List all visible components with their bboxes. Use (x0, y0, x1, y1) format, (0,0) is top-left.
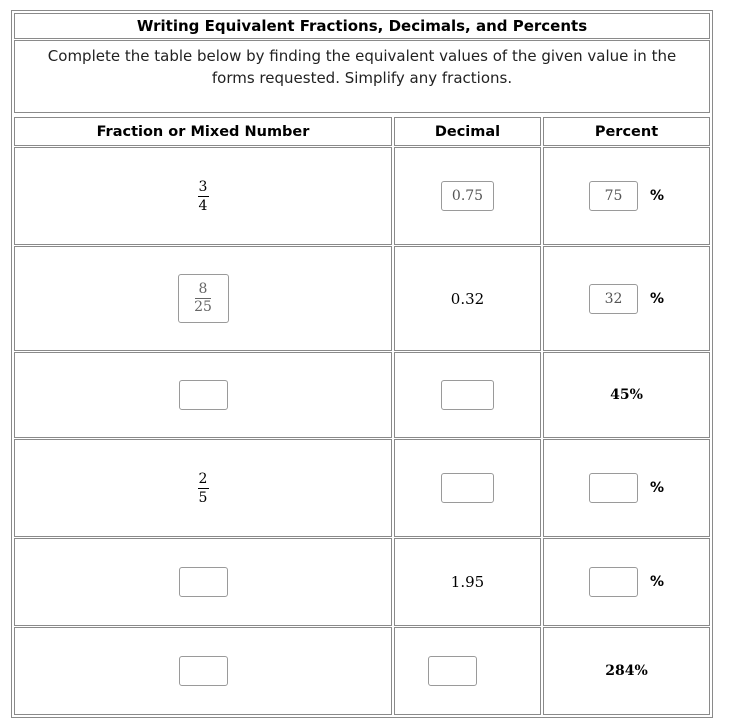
denominator-input[interactable]: 25 (194, 299, 212, 315)
percent-value: 45% (610, 387, 643, 403)
row2-decimal-cell (394, 246, 541, 351)
percent-input[interactable] (589, 567, 638, 597)
fraction-bar (198, 196, 209, 197)
row4-fraction-cell (14, 439, 392, 537)
row6-decimal-cell (394, 627, 541, 715)
row4-decimal-cell (394, 439, 541, 537)
denominator: 5 (198, 489, 208, 506)
row1-fraction-cell (14, 147, 392, 245)
fraction-input[interactable] (179, 567, 228, 597)
fraction-input[interactable] (179, 380, 228, 410)
fraction-input[interactable] (179, 656, 228, 686)
row3-fraction-cell (14, 352, 392, 438)
percent-sign: % (649, 188, 665, 204)
numerator: 2 (198, 470, 208, 487)
header-decimal: Decimal (394, 117, 541, 146)
row2-percent-cell (543, 246, 710, 351)
fraction-bar (198, 488, 209, 489)
decimal-input[interactable]: 0.75 (441, 181, 494, 211)
decimal-value: 0.32 (450, 289, 485, 308)
percent-sign: % (649, 290, 665, 307)
numerator: 3 (198, 178, 208, 195)
row1-decimal-cell (394, 147, 541, 245)
row3-percent-cell (543, 352, 710, 438)
instructions: Complete the table below by finding the equivalent values of the given value in the forms requested. Simplify any fractions. (14, 40, 710, 113)
row5-decimal-cell (394, 538, 541, 626)
denominator: 4 (198, 197, 208, 214)
percent-sign: % (649, 480, 665, 496)
decimal-value: 1.95 (450, 573, 485, 591)
percent-input[interactable]: 32 (589, 284, 638, 314)
header-fraction: Fraction or Mixed Number (14, 117, 392, 146)
percent-input[interactable]: 75 (589, 181, 638, 211)
row6-fraction-cell (14, 627, 392, 715)
fraction-display (198, 179, 209, 214)
header-percent: Percent (543, 117, 710, 146)
row5-fraction-cell (14, 538, 392, 626)
worksheet-title: Writing Equivalent Fractions, Decimals, and Percents (14, 13, 710, 39)
row3-decimal-cell (394, 352, 541, 438)
row6-percent-cell (543, 627, 710, 715)
percent-sign: % (649, 574, 665, 590)
row5-percent-cell (543, 538, 710, 626)
decimal-input[interactable] (441, 473, 494, 503)
percent-input[interactable] (589, 473, 638, 503)
percent-value: 284% (605, 663, 648, 679)
numerator-input[interactable]: 8 (198, 281, 208, 297)
fraction-input[interactable] (178, 274, 229, 323)
fraction-display (198, 471, 209, 506)
decimal-input[interactable] (441, 380, 494, 410)
row2-fraction-cell (14, 246, 392, 351)
decimal-input[interactable] (428, 656, 477, 686)
row1-percent-cell (543, 147, 710, 245)
row4-percent-cell (543, 439, 710, 537)
